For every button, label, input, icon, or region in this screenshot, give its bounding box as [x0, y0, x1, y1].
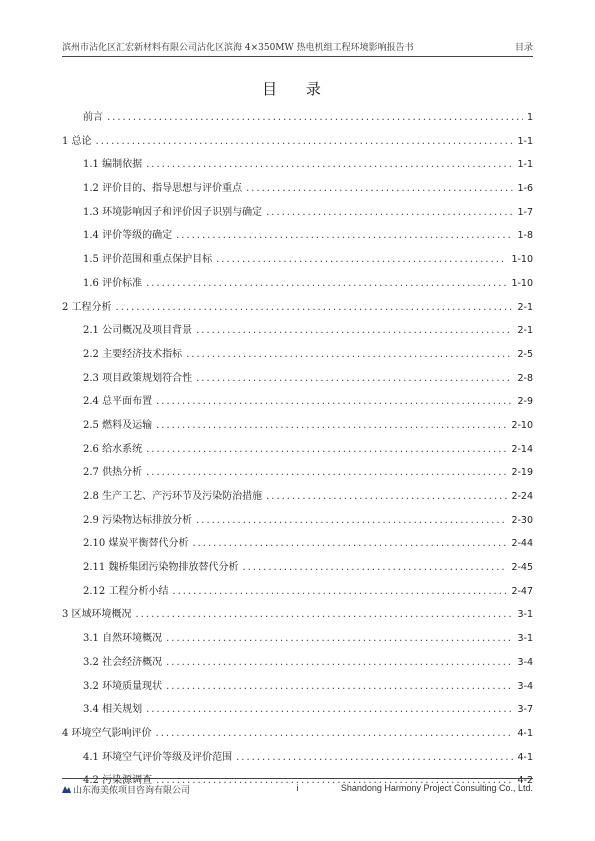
toc-entry[interactable] — [62, 345, 533, 369]
toc-entry-label: 3.4 相关规划 — [83, 704, 143, 716]
toc-leader-dots — [146, 467, 507, 478]
toc-leader-dots — [236, 752, 513, 763]
toc-leader-dots — [196, 325, 513, 336]
toc-entry-label: 4 环境空气影响评价 — [62, 727, 152, 739]
toc-entry-label: 2.12 工程分析小结 — [83, 585, 169, 597]
toc-entry[interactable] — [62, 392, 533, 416]
toc-entry-page: 1-6 — [517, 183, 533, 195]
toc-entry-page: 2-1 — [517, 325, 533, 337]
toc-entry-page: 1-10 — [511, 254, 533, 266]
toc-entry-page: 2-14 — [511, 443, 533, 455]
toc-entry-page: 2-44 — [511, 538, 533, 550]
toc-leader-dots — [196, 373, 513, 384]
toc-entry[interactable] — [62, 724, 533, 748]
toc-entry-label: 2.1 公司概况及项目背景 — [83, 325, 193, 337]
toc-entry-label: 2.9 污染物达标排放分析 — [83, 514, 193, 526]
toc-entry-label: 前言 — [83, 112, 103, 123]
toc-leader-dots — [156, 420, 507, 431]
toc-entry-page: 2-8 — [517, 372, 533, 384]
table-of-contents — [62, 108, 533, 795]
header-section-label: 目录 — [514, 43, 533, 53]
toc-entry-label: 1.5 评价范围和重点保护目标 — [83, 254, 213, 266]
toc-entry[interactable] — [62, 179, 533, 203]
toc-leader-dots — [242, 562, 507, 573]
toc-entry-label: 2.2 主要经济技术指标 — [83, 348, 183, 360]
toc-entry-page: 4-1 — [517, 751, 533, 763]
toc-leader-dots — [186, 349, 513, 360]
page-footer — [62, 778, 533, 795]
toc-leader-dots — [116, 302, 514, 313]
toc-leader-dots — [156, 396, 513, 407]
toc-entry-page: 2-24 — [511, 491, 533, 502]
toc-leader-dots — [146, 159, 513, 170]
toc-entry-page: 1-7 — [517, 206, 533, 218]
toc-entry-label: 2 工程分析 — [62, 301, 112, 313]
toc-leader-dots — [146, 704, 513, 715]
toc-entry[interactable] — [62, 369, 533, 393]
toc-entry-label: 3.1 自然环境概况 — [83, 633, 163, 645]
toc-entry-label: 2.8 生产工艺、产污环节及污染防治措施 — [83, 491, 263, 502]
toc-entry-label: 2.4 总平面布置 — [83, 396, 153, 408]
toc-entry-page: 2-1 — [517, 301, 533, 313]
toc-leader-dots — [96, 136, 514, 147]
toc-leader-dots — [156, 728, 514, 739]
toc-entry[interactable] — [62, 582, 533, 606]
toc-leader-dots — [146, 444, 507, 455]
toc-leader-dots — [246, 183, 513, 194]
toc-entry-label: 1.3 环境影响因子和评价因子识别与确定 — [83, 206, 263, 218]
toc-entry[interactable] — [62, 605, 533, 629]
toc-leader-dots — [266, 207, 513, 218]
toc-entry[interactable] — [62, 416, 533, 440]
toc-entry-page: 2-10 — [511, 419, 533, 431]
toc-entry-page: 1-1 — [517, 135, 533, 147]
toc-entry-page: 2-5 — [517, 348, 533, 360]
toc-entry-label: 1 总论 — [62, 135, 92, 147]
toc-entry-page: 1 — [526, 112, 533, 123]
toc-entry-label: 3 区域环境概况 — [62, 609, 132, 621]
footer-company-name: 山东海美侬项目咨询有限公司 — [73, 786, 191, 796]
toc-entry[interactable] — [62, 440, 533, 464]
page-number: i — [296, 783, 299, 793]
toc-leader-dots — [136, 609, 514, 620]
toc-entry-label: 2.6 给水系统 — [83, 443, 143, 455]
toc-entry[interactable] — [62, 226, 533, 250]
toc-entry[interactable] — [62, 108, 533, 132]
toc-entry-page: 2-30 — [511, 514, 533, 526]
toc-entry-label: 2.3 项目政策规划符合性 — [83, 372, 193, 384]
toc-entry[interactable] — [62, 511, 533, 535]
toc-entry[interactable] — [62, 700, 533, 724]
toc-entry-page: 3-7 — [517, 704, 533, 716]
toc-entry[interactable] — [62, 748, 533, 772]
footer-company-english: Shandong Harmony Project Consulting Co., Ltd. — [340, 783, 533, 793]
toc-entry[interactable] — [62, 321, 533, 345]
page-header — [62, 40, 533, 57]
toc-entry-page: 2-9 — [517, 396, 533, 408]
toc-entry-page: 1-10 — [511, 277, 533, 289]
toc-entry-page: 4-1 — [517, 727, 533, 739]
toc-leader-dots — [146, 278, 507, 289]
toc-entry-page: 3-4 — [517, 656, 533, 668]
toc-leader-dots — [196, 515, 507, 526]
toc-entry-page: 3-1 — [517, 609, 533, 621]
toc-entry[interactable] — [62, 132, 533, 156]
toc-entry[interactable] — [62, 463, 533, 487]
toc-leader-dots — [107, 112, 523, 123]
toc-entry[interactable] — [62, 487, 533, 511]
toc-entry-label: 4.1 环境空气评价等级及评价范围 — [83, 751, 233, 763]
toc-entry-page: 3-4 — [517, 680, 533, 692]
toc-entry-page: 2-45 — [511, 562, 533, 574]
toc-entry-label: 2.11 魏桥集团污染物排放替代分析 — [83, 562, 239, 574]
toc-entry-page: 1-8 — [517, 230, 533, 242]
toc-leader-dots — [166, 681, 513, 692]
toc-entry[interactable] — [62, 534, 533, 558]
toc-entry-page: 2-47 — [511, 585, 533, 597]
toc-entry-page: 2-19 — [511, 467, 533, 479]
toc-entry[interactable] — [62, 250, 533, 274]
toc-entry-label: 3.2 社会经济概况 — [83, 656, 163, 668]
page-title: 目 录 — [262, 80, 333, 98]
toc-leader-dots — [176, 230, 513, 241]
footer-company — [62, 783, 190, 796]
toc-leader-dots — [166, 657, 513, 668]
header-document-title: 滨州市沾化区汇宏新材料有限公司沾化区滨海 4×350MW 热电机组工程环境影响报告书 — [62, 43, 414, 53]
toc-leader-dots — [166, 633, 513, 644]
company-logo-icon — [62, 785, 71, 794]
toc-entry-label: 3.2 环境质量现状 — [83, 680, 163, 692]
toc-leader-dots — [266, 491, 507, 502]
toc-entry[interactable] — [62, 274, 533, 298]
toc-entry-label: 2.10 煤炭平衡替代分析 — [83, 538, 189, 550]
toc-entry-page: 3-1 — [517, 633, 533, 645]
toc-entry-page: 1-1 — [517, 159, 533, 171]
toc-entry-label: 1.4 评价等级的确定 — [83, 230, 173, 242]
toc-entry[interactable] — [62, 653, 533, 677]
toc-entry[interactable] — [62, 203, 533, 227]
toc-entry[interactable] — [62, 629, 533, 653]
toc-entry[interactable] — [62, 558, 533, 582]
toc-entry[interactable] — [62, 298, 533, 322]
toc-entry[interactable] — [62, 155, 533, 179]
toc-leader-dots — [192, 538, 507, 549]
toc-leader-dots — [172, 586, 507, 597]
toc-entry-page: 4-2 — [517, 775, 533, 787]
toc-entry-label: 1.2 评价目的、指导思想与评价重点 — [83, 183, 243, 195]
toc-entry-label: 1.1 编制依据 — [83, 159, 143, 171]
toc-entry-label: 2.5 燃料及运输 — [83, 419, 153, 431]
toc-leader-dots — [216, 254, 507, 265]
toc-entry-label: 2.7 供热分析 — [83, 467, 143, 479]
toc-entry-label: 4.2 污染源调查 — [83, 775, 153, 787]
toc-entry[interactable] — [62, 677, 533, 701]
toc-entry-label: 1.6 评价标准 — [83, 277, 143, 289]
